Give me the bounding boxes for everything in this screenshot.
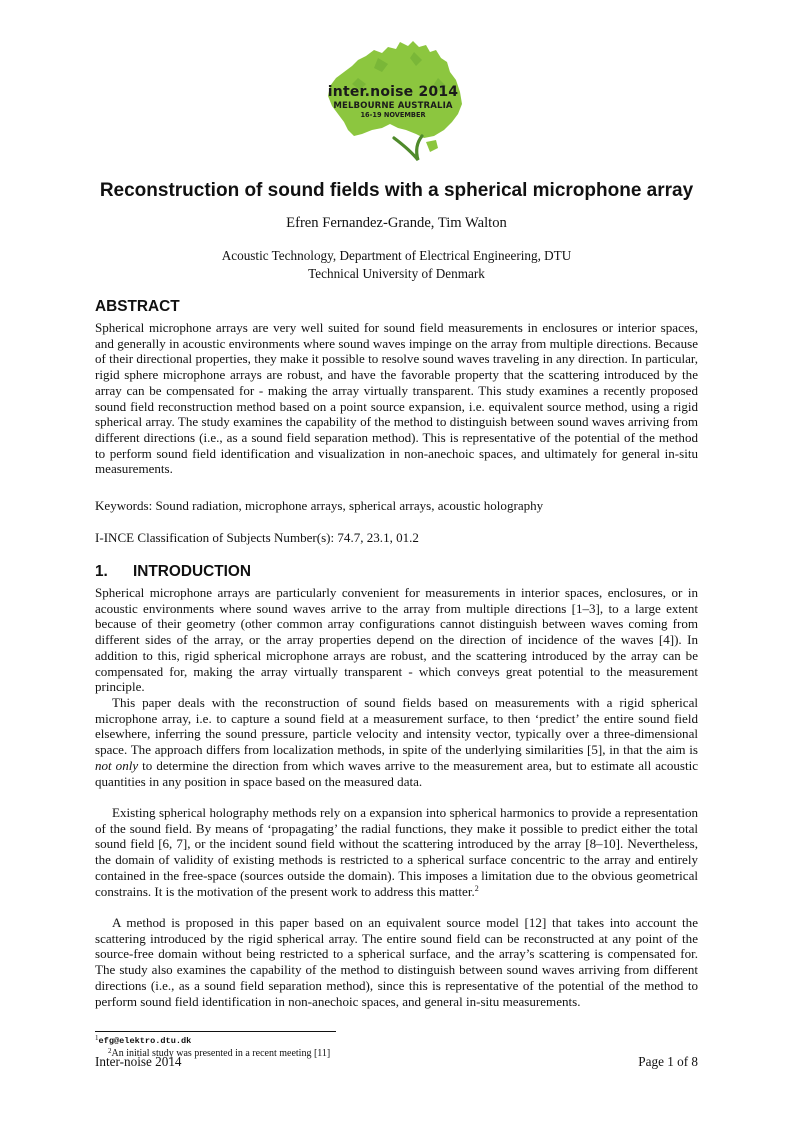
intro-p2-text-b: to determine the direction from which waves arrive to the measurement area, but to estimate all acoustic quantities in any position in space based on the measured data.: [95, 757, 698, 789]
abstract-heading: ABSTRACT: [95, 298, 180, 315]
section-title: INTRODUCTION: [133, 563, 251, 580]
intro-paragraph-1: Spherical microphone arrays are particularly convenient for measurements in interior spaces, enclosures, or in acoustic environments where sound waves arrive to the array from multiple directions [1–3], to a large extent because of their geometry (other common array configurations cannot distinguish between waves coming from different sides of the array, or the array properties depend on the direction of incidence of the waves [4]). In addition to this, rigid spherical microphone arrays are robust, and the scattering introduced by the array can be compensated for, making the array virtually transparent - which conveys great potential to the measurement principle.: [95, 585, 698, 695]
logo-dates: 16-19 NOVEMBER: [360, 111, 426, 119]
intro-p2-text-a: This paper deals with the reconstruction of sound fields based on measurements with a rigid spherical microphone array, i.e. to capture a sound field at a measurement surface, to then ‘predict’ the entire sound field elsewhere, inferring the sound pressure, particle velocity and intensity vector, typically over a three-dimensional space. The approach differs from localization methods, in spite of the underlying similarities [5], in that the aim is: [95, 695, 698, 758]
intro-paragraph-3: [95, 805, 698, 899]
classification: I-INCE Classification of Subjects Number(s): 74.7, 23.1, 01.2: [95, 530, 419, 545]
affiliation-line-1: Acoustic Technology, Department of Electrical Engineering, DTU: [221, 248, 572, 263]
footnote-1-mark: 1: [95, 1034, 99, 1042]
affiliation-line-2: Technical University of Denmark: [308, 266, 485, 281]
section-number: 1.: [95, 563, 108, 580]
intro-p3-text: Existing spherical holography methods rely on a expansion into spherical harmonics to provide a representation of the sound field. By means of ‘propagating’ the radial functions, they make it possible to predict either the total sound field [6, 7], or the incident sound field without the scattering introduced by the array [8–10]. Nevertheless, the domain of validity of existing methods is restricted to a spherical surface concentric to the array and entirely contained in the free-space (sources outside the domain). This imposes a limitation due to the obvious geometrical constrains. It is the motivation of the present work to address this matter.: [95, 805, 698, 899]
intro-paragraph-2: [95, 695, 698, 789]
logo-title: inter.noise 2014: [327, 84, 459, 100]
conference-logo: [318, 38, 468, 164]
footnote-2-mark: 2: [108, 1047, 112, 1055]
footnote-ref-2[interactable]: 2: [474, 883, 479, 893]
footer-conference: Inter-noise 2014: [95, 1054, 182, 1069]
introduction-heading: [95, 563, 251, 581]
keywords: Keywords: Sound radiation, microphone arrays, spherical arrays, acoustic holography: [95, 498, 544, 513]
author-email[interactable]: efg@elektro.dtu.dk: [98, 1036, 192, 1046]
intro-p2-emphasis: not only: [95, 757, 139, 773]
authors: Efren Fernandez-Grande, Tim Walton: [286, 215, 507, 231]
footnote-1: [95, 1035, 191, 1047]
abstract-text: Spherical microphone arrays are very well suited for sound field measurements in enclosures or interior spaces, and generally in acoustic environments where sound waves impinge on the array from multiple directions. Because of their directional properties, they make it possible to resolve sound waves traveling in any direction. In particular, rigid sphere microphone arrays are robust, and have the favorable property that the scattering introduced by the array can be compensated for - making the array virtually transparent. This study examines a recently proposed sound field reconstruction method based on a point source expansion, i.e. equivalent source method, using a rigid spherical array. The study examines the capability of the method to distinguish between sound waves arriving from different directions (i.e., as a sound field separation method). This is representative of the potential of the method to perform sound field identification and visualization in non-anechoic spaces, and ultimately for general in-situ measurements.: [95, 320, 698, 477]
footnote-divider: [95, 1031, 336, 1032]
footnote-2-text: An initial study was presented in a recent meeting [11]: [111, 1048, 331, 1059]
paper-title: Reconstruction of sound fields with a spherical microphone array: [99, 180, 694, 201]
logo-location: MELBOURNE AUSTRALIA: [333, 101, 453, 111]
page-number: Page 1 of 8: [638, 1054, 698, 1069]
intro-paragraph-4: A method is proposed in this paper based on an equivalent source model [12] that takes into account the scattering introduced by the rigid spherical array. The entire sound field can be reconstructed at any point of the source-free domain without being restricted to a spherical surface, and the array’s scattering is compensated for. The study also examines the capability of the method to distinguish between sound waves arriving from different directions (i.e., as a sound field separation method), since this is representative of the potential of the method to perform sound field identification in non-anechoic spaces, and general in-situ measurements.: [95, 915, 698, 1009]
